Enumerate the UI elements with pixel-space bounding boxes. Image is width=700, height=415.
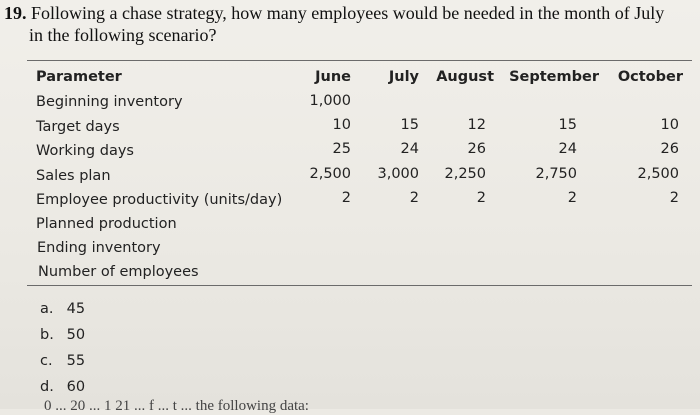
option-b[interactable] — [40, 322, 85, 348]
answer-options — [40, 296, 85, 400]
option-c[interactable] — [40, 348, 85, 374]
cell-september: 2 — [567, 190, 577, 206]
cell-july: 24 — [400, 141, 419, 157]
cell-october: 26 — [660, 141, 679, 157]
header-august: August — [436, 69, 494, 85]
row-label: Ending inventory — [37, 240, 161, 256]
header-parameter: Parameter — [36, 69, 122, 85]
cell-june: 2 — [341, 190, 351, 206]
cell-august: 12 — [467, 117, 486, 133]
row-label: Beginning inventory — [36, 94, 183, 110]
cell-june: 25 — [332, 141, 351, 157]
cell-july: 3,000 — [377, 166, 419, 182]
table-bottom-rule — [27, 285, 692, 286]
option-value: 60 — [66, 379, 86, 395]
option-letter: a. — [40, 301, 54, 317]
row-label: Planned production — [36, 216, 177, 232]
cell-june: 2,500 — [309, 166, 351, 182]
cell-september: 2,750 — [535, 166, 577, 182]
question-text-line-2: in the following scenario? — [29, 25, 217, 45]
cell-september: 15 — [558, 117, 577, 133]
header-october: October — [617, 69, 683, 85]
table-top-rule — [27, 60, 692, 61]
option-value: 45 — [66, 301, 86, 317]
header-june: June — [315, 69, 351, 85]
row-label: Working days — [36, 143, 134, 159]
cell-october: 2,500 — [637, 166, 679, 182]
row-label: Number of employees — [38, 264, 199, 280]
header-september: September — [509, 69, 599, 85]
option-value: 55 — [66, 353, 86, 369]
cell-july: 2 — [409, 190, 419, 206]
cell-july: 15 — [400, 117, 419, 133]
option-value: 50 — [66, 327, 86, 343]
cell-october: 2 — [669, 190, 679, 206]
cell-august: 2,250 — [444, 166, 486, 182]
cell-september: 24 — [558, 141, 577, 157]
option-a[interactable] — [40, 296, 85, 322]
cell-august: 26 — [467, 141, 486, 157]
option-letter: d. — [40, 379, 54, 395]
cell-june: 10 — [332, 117, 351, 133]
row-label: Employee productivity (units/day) — [36, 192, 283, 208]
scenario-table — [27, 60, 692, 286]
question-line-1 — [4, 2, 694, 24]
question — [4, 2, 694, 46]
header-july: July — [388, 69, 419, 85]
cell-october: 10 — [660, 117, 679, 133]
option-letter: b. — [40, 327, 54, 343]
question-text-line-1: Following a chase strategy, how many employees would be needed in the month of July — [31, 3, 665, 23]
question-number: 19. — [4, 3, 27, 23]
cell-august: 2 — [476, 190, 486, 206]
cell-june: 1,000 — [309, 93, 351, 109]
option-letter: c. — [40, 353, 53, 369]
row-label: Target days — [36, 119, 120, 135]
cut-off-next-question: 0 ... 20 ... 1 21 ... f ... t ... the following data: — [44, 398, 309, 414]
row-label: Sales plan — [36, 168, 111, 184]
option-d[interactable] — [40, 374, 85, 400]
